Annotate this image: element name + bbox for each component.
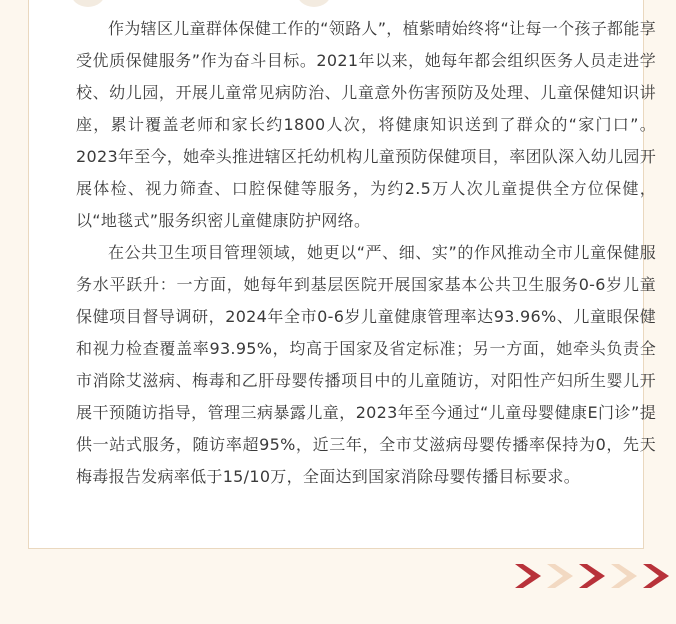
chevron-right-icon <box>547 562 573 590</box>
chevron-right-icon <box>643 562 669 590</box>
decorative-arrows <box>515 560 675 592</box>
decorative-circle <box>71 0 105 7</box>
paragraph: 作为辖区儿童群体保健工作的“领路人”，植紫晴始终将“让每一个孩子都能享受优质保健服务”作为奋斗目标。2021年以来，她每年都会组织医务人员走进学校、幼儿园，开展儿童常见病防治、儿童意外伤害预防及处理、儿童保健知识讲座，累计覆盖老师和家长约1800人次，将健康知识送到了群众的“家门口”。2023年至今，她牵头推进辖区托幼机构儿童预防保健项目，率团队深入幼儿园开展体检、视力筛查、口腔保健等服务，为约2.5万人次儿童提供全方位保健，以“地毯式”服务织密儿童健康防护网络。 <box>76 19 656 230</box>
chevron-right-icon <box>579 562 605 590</box>
article-body <box>76 13 656 493</box>
chevron-right-icon <box>515 562 541 590</box>
paragraph: 在公共卫生项目管理领域，她更以“严、细、实”的作风推动全市儿童保健服务水平跃升：一方面，她每年到基层医院开展国家基本公共卫生服务0-6岁儿童保健项目督导调研，2024年全市0-6岁儿童健康管理率达93.96%、儿童眼保健和视力检查覆盖率93.95%，均高于国家及省定标准；另一方面，她牵头负责全市消除艾滋病、梅毒和乙肝母婴传播项目中的儿童随访，对阳性产妇所生婴儿开展干预随访指导，管理三病暴露儿童，2023年至今通过“儿童母婴健康E门诊”提供一站式服务，随访率超95%，近三年，全市艾滋病母婴传播率保持为0，先天梅毒报告发病率低于15/10万，全面达到国家消除母婴传播目标要求。 <box>76 243 656 486</box>
decorative-circle <box>297 0 331 7</box>
article-card <box>28 0 656 549</box>
chevron-right-icon <box>611 562 637 590</box>
